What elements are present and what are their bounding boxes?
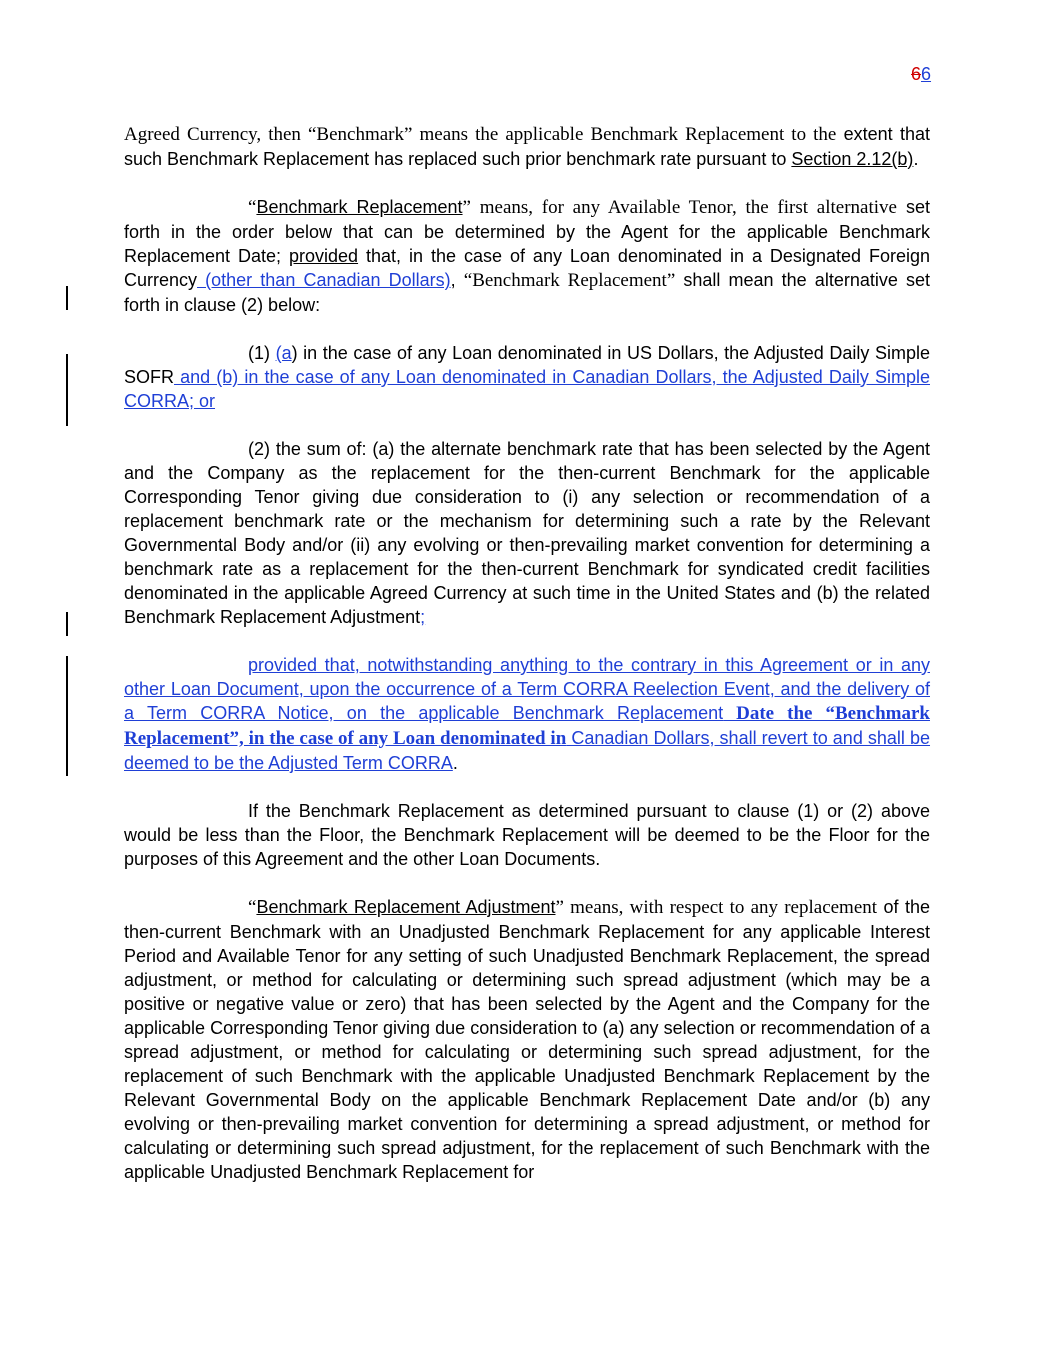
section-reference: Section 2.12(b) (791, 149, 914, 169)
inserted-text: (other than Canadian Dollars) (197, 270, 451, 290)
change-bar (66, 354, 68, 426)
text: shall mean the alternative set forth in clause (2) below: (124, 270, 930, 315)
paragraph-benchmark-replacement (124, 195, 930, 317)
text: of the then-current Benchmark with an Unadjusted Benchmark Replacement for any applicable Interest Period and Available Tenor for any setting of such Unadjusted Benchmark Replacement, the spread adjustment, or method for calculating or determining such spread adjustment (which may be a positive or negative value or zero) that has been selected by the Agent and the Company for the applicable Corresponding Tenor giving due consideration to (a) any selection or recommendation of a spread adjustment, or method for calculating or determining such spread adjustment, for the replacement of such Benchmark with the applicable Unadjusted Benchmark Replacement by the Relevant Governmental Body on the applicable Benchmark Replacement Date and/or (b) any evolving or then-prevailing market convention for determining a spread adjustment, or method for calculating or determining such spread adjustment, for the replacement of such Benchmark with the applicable Unadjusted Benchmark Replacement for (124, 897, 931, 1182)
inserted-text: (a (275, 343, 292, 363)
paragraph-clause-2 (124, 437, 930, 629)
provided-term: provided (289, 246, 359, 266)
page-number-deleted: 6 (911, 64, 922, 84)
defined-term: Benchmark Replacement Adjustment (256, 897, 556, 917)
change-bar (66, 286, 68, 310)
paragraph-benchmark-replacement-adjustment (124, 895, 930, 1184)
serif-text: Agreed Currency, then “Benchmark” means the applicable Benchmark Replacement to the (124, 124, 837, 145)
text: . (452, 753, 458, 773)
text: set forth in the order below that can be determined by the Agent for the applicable Benchmark Replacement Date; (124, 197, 931, 266)
document-body (124, 122, 930, 1208)
serif-text: ” means, with respect to any replacement (555, 897, 878, 918)
text: that, in the case of any Loan denominated in a Designated Foreign Currency (124, 246, 930, 290)
quote: “ (248, 897, 257, 918)
text: , (450, 270, 464, 290)
text: extent that such Benchmark Replacement has replaced such prior benchmark rate pursuant to (124, 124, 931, 169)
inserted-text: and (b) in the case of any Loan denominated in Canadian Dollars, the Adjusted Daily Simple CORRA; or (124, 367, 930, 411)
page-number-inserted: 6 (921, 64, 932, 84)
paragraph-term-corra-proviso (124, 653, 930, 775)
text: ) in the case of any Loan denominated in US Dollars, the Adjusted Daily Simple SOFR (124, 343, 930, 387)
change-bar (66, 612, 68, 636)
inserted-bold-text: Date the “Benchmark Replacement”, in the case of any Loan denominated in (124, 703, 930, 749)
defined-term: Benchmark Replacement (256, 197, 463, 217)
paragraph-benchmark-continuation (124, 122, 930, 171)
text: (1) (248, 343, 276, 363)
text: If the Benchmark Replacement as determined pursuant to clause (1) or (2) above would be less than the Floor, the Benchmark Replacement will be deemed to be the Floor for the purposes of this Agreement and the other Loan Documents. (124, 801, 930, 869)
inserted-text: provided that, notwithstanding anything to the contrary in this Agreement or in any other Loan Document, upon the occurrence of a Term CORRA Reelection Event, and the delivery of a Term CORRA Notice, on the applicable Benchmark Replacement (124, 655, 930, 723)
change-bar (66, 656, 68, 776)
serif-text: “Benchmark Replacement” (463, 270, 676, 291)
page-number (911, 64, 931, 85)
text: . (913, 149, 919, 169)
text: (2) the sum of: (a) the alternate benchmark rate that has been selected by the Agent and the Company as the replacement for the then-current Benchmark for the applicable Corresponding Tenor giving due consideration to (i) any selection or recommendation of a replacement benchmark rate or the mechanism for determining such a rate by the Relevant Governmental Body and/or (ii) any evolving or then-prevailing market convention for determining a benchmark rate as a replacement for the then-current Benchmark for syndicated credit facilities denominated in the applicable Agreed Currency at such time in the United States and (b) the related Benchmark Replacement Adjustment (124, 439, 930, 627)
serif-text: ” means, for any Available Tenor, the first alternative (462, 197, 897, 218)
inserted-text: ; (420, 607, 426, 627)
quote: “ (248, 197, 257, 218)
paragraph-clause-1 (124, 341, 930, 413)
paragraph-floor (124, 799, 930, 871)
inserted-text: Canadian Dollars, shall revert to and shall be deemed to be the Adjusted Term CORRA (124, 728, 931, 773)
